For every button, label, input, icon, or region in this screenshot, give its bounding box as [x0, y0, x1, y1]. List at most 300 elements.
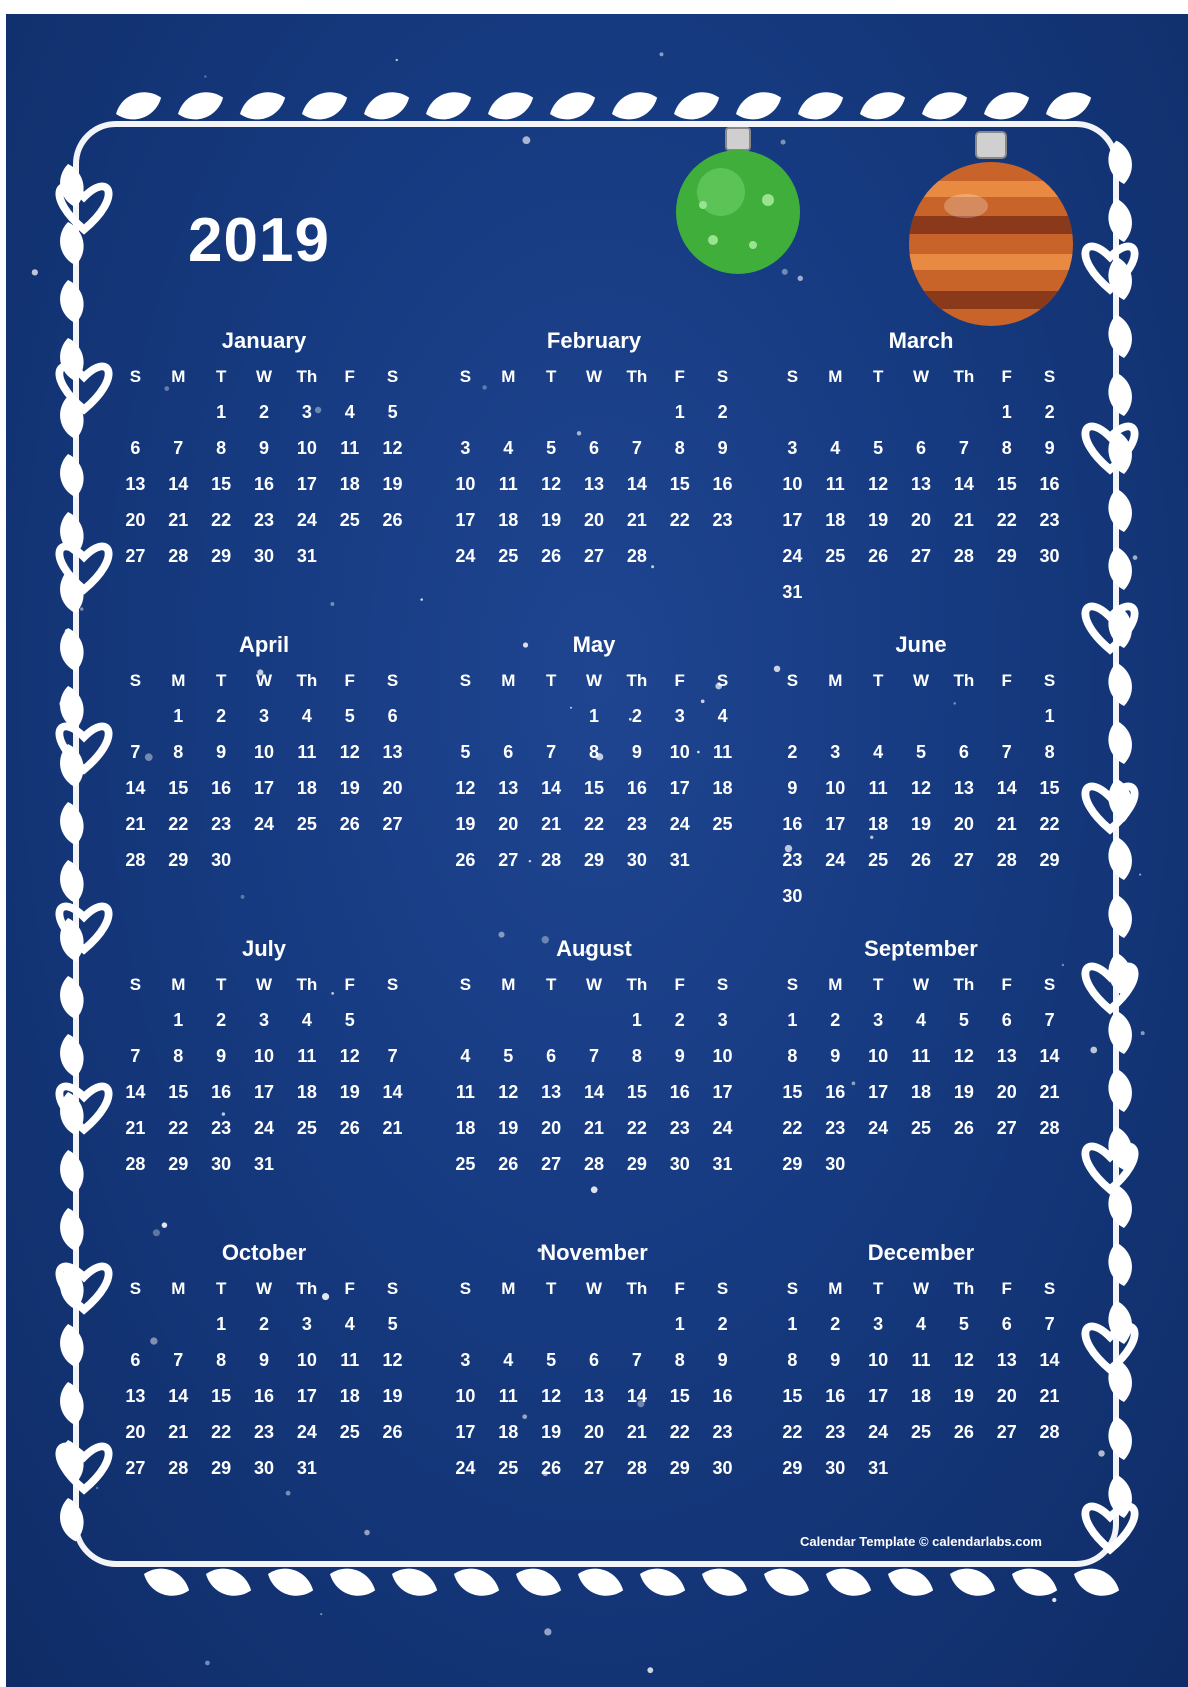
weekday-label: F [344, 367, 355, 386]
month-name: November [540, 1240, 648, 1265]
month-february [444, 326, 744, 574]
day-cell: 12 [498, 1082, 519, 1102]
day-cell: 10 [712, 1046, 733, 1066]
day-cell: 15 [211, 1386, 232, 1406]
day-cell: 8 [1044, 742, 1055, 762]
month-name: June [895, 632, 947, 657]
day-cell: 30 [253, 1458, 274, 1478]
day-cell: 11 [340, 1350, 360, 1370]
week-row [114, 1110, 414, 1146]
day-cell: 7 [631, 1350, 642, 1370]
day-cell: 3 [787, 438, 798, 458]
day-cell: 15 [1039, 778, 1060, 798]
day-cell: 3 [258, 706, 269, 726]
day-cell: 25 [825, 546, 846, 566]
day-cell: 23 [825, 1422, 846, 1442]
day-cell: 21 [382, 1118, 403, 1138]
day-cell: 4 [915, 1010, 926, 1030]
day-cell: 1 [173, 1010, 184, 1030]
day-cell: 23 [782, 850, 803, 870]
day-cell: 16 [211, 778, 232, 798]
week-row [771, 1450, 1071, 1486]
day-cell: 7 [1044, 1314, 1055, 1334]
day-cell: 31 [782, 582, 803, 602]
footer-credit: Calendar Template © calendarlabs.com [800, 1534, 1042, 1549]
week-row [444, 1146, 744, 1182]
day-cell: 5 [546, 1350, 557, 1370]
day-cell: 14 [996, 778, 1017, 798]
day-cell: 21 [1039, 1082, 1060, 1102]
month-name: May [572, 632, 616, 657]
day-cell: 7 [588, 1046, 599, 1066]
weekday-label: Th [953, 367, 975, 386]
day-cell: 6 [503, 742, 514, 762]
week-row [444, 806, 744, 842]
orange-ornament-icon [906, 126, 1076, 336]
weekday-label: W [585, 671, 603, 690]
day-cell [285, 842, 328, 878]
day-cell: 3 [717, 1010, 728, 1030]
day-cell: 10 [253, 742, 274, 762]
week-row [444, 1450, 744, 1486]
day-cell: 3 [674, 706, 685, 726]
year-title: 2019 [188, 206, 330, 275]
day-cell: 15 [168, 778, 189, 798]
day-cell: 23 [626, 814, 647, 834]
day-cell: 7 [631, 438, 642, 458]
day-cell: 25 [498, 1458, 519, 1478]
weekday-header [114, 968, 414, 1002]
day-cell: 18 [339, 474, 360, 494]
day-cell: 6 [588, 438, 599, 458]
weekday-label: M [171, 367, 186, 386]
day-cell [942, 574, 985, 610]
day-cell [328, 842, 371, 878]
day-cell: 28 [125, 1154, 146, 1174]
weekday-label: F [344, 671, 355, 690]
day-cell: 15 [211, 474, 232, 494]
day-cell: 16 [253, 1386, 274, 1406]
day-cell: 11 [297, 742, 317, 762]
day-cell: 22 [211, 1422, 232, 1442]
day-cell: 5 [503, 1046, 514, 1066]
weekday-label: F [674, 671, 685, 690]
day-cell: 30 [211, 1154, 232, 1174]
weekday-header [114, 1272, 414, 1306]
day-cell: 28 [1039, 1118, 1060, 1138]
day-cell [487, 394, 530, 430]
day-cell: 14 [1039, 1046, 1060, 1066]
day-cell: 24 [782, 546, 803, 566]
day-cell: 13 [498, 778, 519, 798]
week-row [444, 1002, 744, 1038]
day-cell: 28 [541, 850, 562, 870]
week-row [444, 842, 744, 878]
day-cell: 20 [910, 510, 931, 530]
week-row [771, 1146, 1071, 1182]
day-cell: 21 [1039, 1386, 1060, 1406]
day-cell: 9 [631, 742, 642, 762]
day-cell [900, 394, 943, 430]
day-cell: 28 [168, 1458, 189, 1478]
weekday-label: F [674, 367, 685, 386]
month-name: February [546, 328, 642, 353]
weekday-label: S [1043, 975, 1056, 994]
weekday-label: S [386, 671, 399, 690]
day-cell: 31 [296, 1458, 317, 1478]
week-row [114, 1306, 414, 1342]
day-cell: 4 [503, 438, 514, 458]
day-cell: 17 [296, 474, 317, 494]
day-cell: 9 [717, 438, 728, 458]
day-cell [1028, 1450, 1071, 1486]
day-cell: 24 [253, 1118, 274, 1138]
week-row [114, 698, 414, 734]
day-cell: 27 [996, 1118, 1017, 1138]
day-cell [328, 1146, 371, 1182]
day-cell [371, 1146, 414, 1182]
day-cell: 22 [626, 1118, 647, 1138]
day-cell [615, 1306, 658, 1342]
day-cell [985, 1146, 1028, 1182]
day-cell: 10 [868, 1046, 889, 1066]
day-cell: 29 [211, 546, 232, 566]
day-cell: 2 [717, 1314, 728, 1334]
day-cell [857, 878, 900, 914]
day-cell: 30 [712, 1458, 733, 1478]
day-cell: 21 [125, 814, 146, 834]
week-row [771, 538, 1071, 574]
day-cell: 28 [626, 1458, 647, 1478]
day-cell [900, 878, 943, 914]
day-cell: 27 [498, 850, 519, 870]
day-cell: 23 [253, 510, 274, 530]
day-cell: 4 [301, 706, 312, 726]
day-cell [942, 878, 985, 914]
day-cell: 18 [498, 510, 519, 530]
day-cell: 2 [830, 1010, 841, 1030]
day-cell: 1 [1044, 706, 1055, 726]
day-cell [573, 1002, 616, 1038]
week-row [444, 502, 744, 538]
week-row [444, 466, 744, 502]
week-row [771, 1378, 1071, 1414]
weekday-header [444, 968, 744, 1002]
weekday-label: T [215, 367, 227, 386]
calendar-page [6, 14, 1188, 1687]
day-cell: 24 [868, 1118, 889, 1138]
day-cell: 13 [583, 1386, 604, 1406]
day-cell: 4 [830, 438, 841, 458]
day-cell: 29 [1039, 850, 1060, 870]
day-cell: 27 [125, 1458, 146, 1478]
day-cell: 9 [216, 742, 227, 762]
day-cell: 10 [455, 474, 476, 494]
day-cell [371, 842, 414, 878]
day-cell: 7 [1001, 742, 1012, 762]
day-cell: 2 [787, 742, 798, 762]
day-cell: 6 [588, 1350, 599, 1370]
day-cell: 2 [216, 706, 227, 726]
day-cell: 8 [787, 1350, 798, 1370]
day-cell: 25 [339, 1422, 360, 1442]
weekday-label: Th [953, 1279, 975, 1298]
day-cell: 7 [130, 1046, 141, 1066]
day-cell [444, 1002, 487, 1038]
weekday-label: S [459, 975, 472, 994]
day-cell: 20 [541, 1118, 562, 1138]
weekday-label: W [255, 975, 273, 994]
day-cell: 17 [669, 778, 690, 798]
day-cell: 3 [830, 742, 841, 762]
day-cell: 9 [216, 1046, 227, 1066]
day-cell: 13 [541, 1082, 562, 1102]
weekday-label: F [1001, 1279, 1012, 1298]
day-cell [900, 574, 943, 610]
weekday-label: Th [296, 975, 318, 994]
day-cell [444, 698, 487, 734]
day-cell: 31 [296, 546, 317, 566]
day-cell: 12 [382, 438, 403, 458]
week-row [771, 806, 1071, 842]
day-cell: 19 [498, 1118, 519, 1138]
day-cell: 26 [339, 814, 360, 834]
day-cell: 24 [825, 850, 846, 870]
day-cell: 16 [626, 778, 647, 798]
day-cell: 1 [216, 402, 227, 422]
day-cell: 31 [868, 1458, 889, 1478]
day-cell: 10 [669, 742, 690, 762]
day-cell [701, 842, 744, 878]
weekday-label: S [716, 671, 729, 690]
week-row [771, 1074, 1071, 1110]
week-row [444, 1378, 744, 1414]
day-cell: 21 [626, 510, 647, 530]
day-cell: 31 [669, 850, 690, 870]
day-cell: 22 [168, 1118, 189, 1138]
weekday-label: Th [953, 975, 975, 994]
day-cell: 17 [296, 1386, 317, 1406]
week-row [771, 430, 1071, 466]
day-cell: 15 [168, 1082, 189, 1102]
weekday-label: F [1001, 975, 1012, 994]
day-cell: 1 [631, 1010, 642, 1030]
day-cell: 4 [301, 1010, 312, 1030]
weekday-label: S [786, 367, 799, 386]
day-cell: 2 [1044, 402, 1055, 422]
day-cell: 13 [583, 474, 604, 494]
weekday-label: T [545, 671, 557, 690]
day-cell: 30 [825, 1458, 846, 1478]
week-row [114, 1342, 414, 1378]
day-cell: 18 [868, 814, 889, 834]
day-cell: 14 [125, 778, 146, 798]
day-cell: 9 [258, 1350, 269, 1370]
day-cell: 16 [782, 814, 803, 834]
day-cell: 25 [498, 546, 519, 566]
day-cell: 18 [339, 1386, 360, 1406]
day-cell: 10 [868, 1350, 889, 1370]
day-cell: 31 [712, 1154, 733, 1174]
weekday-label: M [828, 367, 843, 386]
day-cell: 16 [712, 1386, 733, 1406]
day-cell: 17 [712, 1082, 733, 1102]
day-cell: 22 [782, 1118, 803, 1138]
weekday-header [114, 664, 414, 698]
day-cell: 14 [168, 1386, 189, 1406]
day-cell: 16 [712, 474, 733, 494]
month-may [444, 630, 744, 878]
day-cell: 26 [541, 546, 562, 566]
day-cell: 23 [669, 1118, 690, 1138]
day-cell: 27 [583, 1458, 604, 1478]
day-cell: 6 [130, 438, 141, 458]
day-cell: 12 [541, 474, 562, 494]
day-cell: 12 [868, 474, 889, 494]
day-cell: 2 [258, 1314, 269, 1334]
week-row [114, 502, 414, 538]
week-row [444, 734, 744, 770]
day-cell: 16 [1039, 474, 1060, 494]
day-cell: 19 [339, 1082, 360, 1102]
day-cell: 2 [631, 706, 642, 726]
day-cell: 5 [958, 1314, 969, 1334]
week-row [771, 394, 1071, 430]
day-cell: 23 [712, 1422, 733, 1442]
weekday-label: S [1043, 367, 1056, 386]
day-cell [328, 538, 371, 574]
day-cell: 24 [296, 510, 317, 530]
day-cell: 12 [382, 1350, 403, 1370]
month-october [114, 1238, 414, 1486]
day-cell [942, 394, 985, 430]
day-cell [942, 1450, 985, 1486]
day-cell: 29 [211, 1458, 232, 1478]
day-cell: 1 [216, 1314, 227, 1334]
day-cell: 29 [168, 850, 189, 870]
day-cell: 30 [626, 850, 647, 870]
week-row [114, 430, 414, 466]
weekday-label: M [171, 1279, 186, 1298]
day-cell: 23 [825, 1118, 846, 1138]
day-cell: 25 [910, 1118, 931, 1138]
day-cell: 15 [669, 1386, 690, 1406]
weekday-label: T [872, 671, 884, 690]
weekday-label: S [786, 671, 799, 690]
day-cell: 9 [1044, 438, 1055, 458]
day-cell: 10 [825, 778, 846, 798]
day-cell: 1 [787, 1314, 798, 1334]
day-cell [157, 394, 200, 430]
weekday-header [114, 360, 414, 394]
day-cell: 13 [125, 474, 146, 494]
day-cell: 25 [339, 510, 360, 530]
weekday-label: M [828, 671, 843, 690]
day-cell: 25 [910, 1422, 931, 1442]
week-row [114, 1146, 414, 1182]
week-row [114, 394, 414, 430]
day-cell: 21 [125, 1118, 146, 1138]
weekday-label: F [1001, 671, 1012, 690]
day-cell: 23 [253, 1422, 274, 1442]
day-cell: 10 [296, 438, 317, 458]
day-cell: 26 [953, 1118, 974, 1138]
day-cell: 7 [387, 1046, 398, 1066]
day-cell: 8 [173, 1046, 184, 1066]
day-cell: 3 [301, 402, 312, 422]
day-cell: 21 [541, 814, 562, 834]
day-cell: 31 [253, 1154, 274, 1174]
day-cell: 25 [455, 1154, 476, 1174]
day-cell [857, 574, 900, 610]
day-cell: 6 [1001, 1010, 1012, 1030]
day-cell: 21 [626, 1422, 647, 1442]
day-cell: 22 [669, 1422, 690, 1442]
weekday-label: S [129, 367, 142, 386]
day-cell: 14 [626, 1386, 647, 1406]
weekday-label: M [171, 671, 186, 690]
day-cell [487, 698, 530, 734]
week-row [444, 394, 744, 430]
day-cell: 12 [910, 778, 931, 798]
month-september [771, 934, 1071, 1182]
day-cell: 14 [1039, 1350, 1060, 1370]
day-cell: 8 [787, 1046, 798, 1066]
day-cell: 6 [1001, 1314, 1012, 1334]
day-cell: 20 [125, 1422, 146, 1442]
weekday-label: W [585, 367, 603, 386]
day-cell: 14 [125, 1082, 146, 1102]
day-cell: 25 [868, 850, 889, 870]
weekday-header [771, 664, 1071, 698]
day-cell: 24 [868, 1422, 889, 1442]
day-cell [573, 1306, 616, 1342]
month-december [771, 1238, 1071, 1486]
day-cell: 12 [455, 778, 476, 798]
weekday-label: S [459, 1279, 472, 1298]
day-cell [371, 1450, 414, 1486]
day-cell [814, 394, 857, 430]
week-row [771, 574, 1071, 610]
day-cell: 26 [910, 850, 931, 870]
weekday-label: S [129, 975, 142, 994]
weekday-label: W [585, 1279, 603, 1298]
day-cell: 2 [216, 1010, 227, 1030]
day-cell: 1 [588, 706, 599, 726]
day-cell: 13 [910, 474, 931, 494]
weekday-label: Th [626, 975, 648, 994]
weekday-label: T [215, 1279, 227, 1298]
week-row [114, 1378, 414, 1414]
day-cell [985, 574, 1028, 610]
day-cell: 11 [340, 438, 360, 458]
day-cell: 24 [669, 814, 690, 834]
day-cell [814, 698, 857, 734]
month-june [771, 630, 1071, 914]
month-august [444, 934, 744, 1182]
day-cell: 18 [712, 778, 733, 798]
weekday-label: S [716, 975, 729, 994]
day-cell: 4 [873, 742, 884, 762]
day-cell: 22 [211, 510, 232, 530]
day-cell: 30 [211, 850, 232, 870]
day-cell: 21 [996, 814, 1017, 834]
weekday-label: W [255, 367, 273, 386]
day-cell: 5 [915, 742, 926, 762]
day-cell: 30 [669, 1154, 690, 1174]
day-cell: 28 [626, 546, 647, 566]
day-cell: 18 [910, 1386, 931, 1406]
